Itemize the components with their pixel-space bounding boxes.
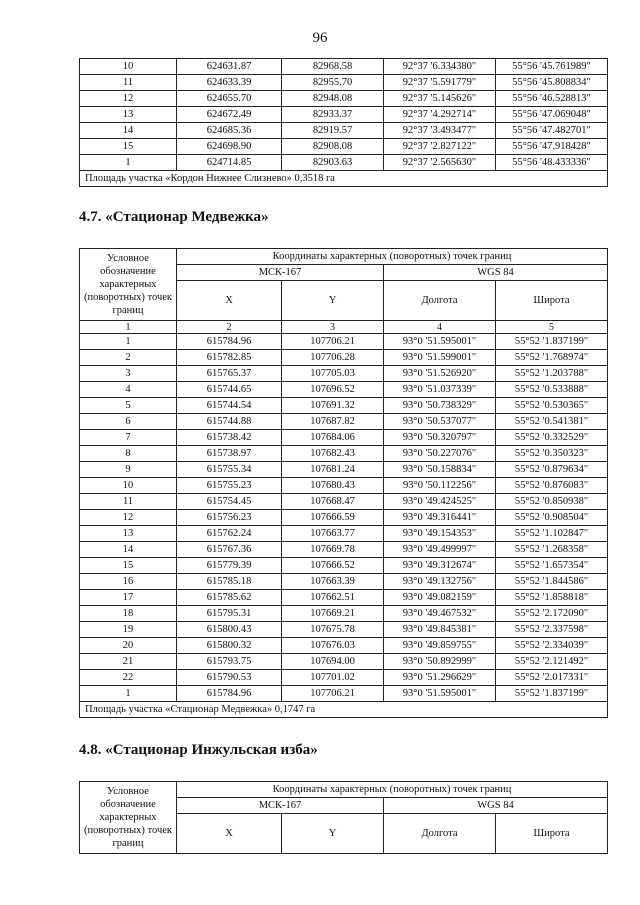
table-cell: 21 xyxy=(80,654,177,670)
table-cell: 93°0 '49.499997" xyxy=(384,542,496,558)
table-cell: 55°56 '47.482701" xyxy=(496,123,608,139)
table-cell: 615767.36 xyxy=(177,542,282,558)
header-x: X xyxy=(177,281,282,321)
table-cell: 107663.77 xyxy=(282,526,384,542)
table-cell: 93°0 '51.296629" xyxy=(384,670,496,686)
table-cell: 19 xyxy=(80,622,177,638)
table-row xyxy=(80,350,608,366)
table-cell: 55°52 '2.121492" xyxy=(496,654,608,670)
table-cell: 82955.70 xyxy=(282,75,384,91)
table-cell: 1 xyxy=(80,334,177,350)
table-cell: 2 xyxy=(80,350,177,366)
table-row xyxy=(80,526,608,542)
table-cell: 55°52 '0.530365" xyxy=(496,398,608,414)
table-cell: 624655.70 xyxy=(177,91,282,107)
table-cell: 615785.62 xyxy=(177,590,282,606)
table-cell: 55°56 '47.069048" xyxy=(496,107,608,123)
table-cell: 93°0 '51.599001" xyxy=(384,350,496,366)
table-cell: 3 xyxy=(80,366,177,382)
table-cell: 107691.32 xyxy=(282,398,384,414)
table-cell: 55°56 '47.918428" xyxy=(496,139,608,155)
table-cell: 55°52 '1.844586" xyxy=(496,574,608,590)
table-cell: 5 xyxy=(80,398,177,414)
table-cell: 93°0 '50.320797" xyxy=(384,430,496,446)
table-cell: 107680.43 xyxy=(282,478,384,494)
table-cell: 82933.37 xyxy=(282,107,384,123)
table-cell: 93°0 '49.132756" xyxy=(384,574,496,590)
table-cell: 55°52 '1.203788" xyxy=(496,366,608,382)
table-cell: 107701.02 xyxy=(282,670,384,686)
table-cell: 55°52 '0.332529" xyxy=(496,430,608,446)
table-cell: 22 xyxy=(80,670,177,686)
section-title: 4.7. «Стационар Медвежка» xyxy=(79,209,269,225)
table-cell: 55°52 '1.768974" xyxy=(496,350,608,366)
table-cell: 7 xyxy=(80,430,177,446)
table-cell: 14 xyxy=(80,123,177,139)
area-note: Площадь участка «Стационар Медвежка» 0,1747 га xyxy=(80,702,608,718)
table-cell: 93°0 '49.467532" xyxy=(384,606,496,622)
header-point-symbol: Условное обозначение характерных (поворотных) точек границ xyxy=(80,249,177,321)
table-row xyxy=(80,59,608,75)
table-cell: 55°56 '45.761989" xyxy=(496,59,608,75)
table-cell: 107694.00 xyxy=(282,654,384,670)
table-row xyxy=(80,606,608,622)
coordinates-table-kordon xyxy=(79,58,608,187)
header-latitude: Широта xyxy=(496,281,608,321)
table-cell: 55°52 '1.837199" xyxy=(496,686,608,702)
table-row xyxy=(80,462,608,478)
table-cell: 93°0 '50.537077" xyxy=(384,414,496,430)
table-cell: 107666.59 xyxy=(282,510,384,526)
table-cell: 92°37 '4.292714" xyxy=(384,107,496,123)
table-row xyxy=(80,334,608,350)
header-latitude: Широта xyxy=(496,814,608,854)
table-cell: 93°0 '51.595001" xyxy=(384,686,496,702)
header-coordinates: Координаты характерных (поворотных) точек границ xyxy=(177,249,608,265)
table-cell: 15 xyxy=(80,558,177,574)
table-row xyxy=(80,494,608,510)
table-cell: 615785.18 xyxy=(177,574,282,590)
table-cell: 17 xyxy=(80,590,177,606)
table-cell: 615738.42 xyxy=(177,430,282,446)
table-row xyxy=(80,139,608,155)
table-cell: 93°0 '49.424525" xyxy=(384,494,496,510)
table-cell: 107682.43 xyxy=(282,446,384,462)
header-wgs: WGS 84 xyxy=(384,265,608,281)
table-cell: 624672.49 xyxy=(177,107,282,123)
table-cell: 93°0 '50.227076" xyxy=(384,446,496,462)
table-cell: 615744.88 xyxy=(177,414,282,430)
table-cell: 107675.78 xyxy=(282,622,384,638)
table-row xyxy=(80,654,608,670)
table-cell: 55°52 '1.268358" xyxy=(496,542,608,558)
header-y: Y xyxy=(282,814,384,854)
table-cell: 11 xyxy=(80,75,177,91)
table-cell: 93°0 '49.316441" xyxy=(384,510,496,526)
table-cell: 615762.24 xyxy=(177,526,282,542)
table-cell: 615795.31 xyxy=(177,606,282,622)
table-row xyxy=(80,670,608,686)
table-cell: 55°52 '0.541381" xyxy=(496,414,608,430)
table-cell: 55°52 '1.858818" xyxy=(496,590,608,606)
table-cell: 615784.96 xyxy=(177,686,282,702)
table-cell: 82908.08 xyxy=(282,139,384,155)
table-cell: 93°0 '49.859755" xyxy=(384,638,496,654)
table-row xyxy=(80,414,608,430)
table-cell: 615784.96 xyxy=(177,334,282,350)
table-cell: 9 xyxy=(80,462,177,478)
table-row xyxy=(80,558,608,574)
table-row xyxy=(80,155,608,171)
table-cell: 107669.21 xyxy=(282,606,384,622)
header-x: X xyxy=(177,814,282,854)
header-msk: МСК-167 xyxy=(177,265,384,281)
table-cell: 615765.37 xyxy=(177,366,282,382)
table-cell: 20 xyxy=(80,638,177,654)
table-cell: 615800.32 xyxy=(177,638,282,654)
header-longitude: Долгота xyxy=(384,814,496,854)
table-cell: 93°0 '49.082159" xyxy=(384,590,496,606)
table-row xyxy=(80,446,608,462)
table-cell: 107705.03 xyxy=(282,366,384,382)
table-cell: 13 xyxy=(80,526,177,542)
table-cell: 615738.97 xyxy=(177,446,282,462)
table-cell: 107681.24 xyxy=(282,462,384,478)
table-cell: 10 xyxy=(80,59,177,75)
column-index: 3 xyxy=(282,321,384,334)
table-cell: 93°0 '51.595001" xyxy=(384,334,496,350)
header-point-symbol: Условное обозначение характерных (поворотных) точек границ xyxy=(80,782,177,854)
coordinates-table-medvezhka xyxy=(79,248,608,718)
header-coordinates: Координаты характерных (поворотных) точек границ xyxy=(177,782,608,798)
table-cell: 55°52 '2.334039" xyxy=(496,638,608,654)
table-cell: 615756.23 xyxy=(177,510,282,526)
table-cell: 615754.45 xyxy=(177,494,282,510)
header-longitude: Долгота xyxy=(384,281,496,321)
table-row xyxy=(80,574,608,590)
column-index: 4 xyxy=(384,321,496,334)
table-cell: 10 xyxy=(80,478,177,494)
table-cell: 615744.65 xyxy=(177,382,282,398)
table-cell: 107676.03 xyxy=(282,638,384,654)
table-row xyxy=(80,430,608,446)
table-cell: 107687.82 xyxy=(282,414,384,430)
table-cell: 107706.21 xyxy=(282,334,384,350)
table-cell: 93°0 '49.845381" xyxy=(384,622,496,638)
table-cell: 92°37 '6.334380" xyxy=(384,59,496,75)
table-cell: 93°0 '50.112256" xyxy=(384,478,496,494)
column-index: 1 xyxy=(80,321,177,334)
table-cell: 55°56 '45.808834" xyxy=(496,75,608,91)
table-cell: 13 xyxy=(80,107,177,123)
table-cell: 55°52 '0.908504" xyxy=(496,510,608,526)
table-cell: 82968.58 xyxy=(282,59,384,75)
table-row xyxy=(80,398,608,414)
table-cell: 55°52 '2.172090" xyxy=(496,606,608,622)
table-cell: 12 xyxy=(80,91,177,107)
header-wgs: WGS 84 xyxy=(384,798,608,814)
table-cell: 92°37 '2.827122" xyxy=(384,139,496,155)
table-row xyxy=(80,91,608,107)
table-row xyxy=(80,510,608,526)
table-cell: 55°52 '2.337598" xyxy=(496,622,608,638)
table-row xyxy=(80,622,608,638)
table-cell: 14 xyxy=(80,542,177,558)
table-cell: 615744.54 xyxy=(177,398,282,414)
table-cell: 55°52 '0.876083" xyxy=(496,478,608,494)
table-cell: 55°52 '1.102847" xyxy=(496,526,608,542)
table-cell: 615779.39 xyxy=(177,558,282,574)
table-row xyxy=(80,107,608,123)
table-cell: 107684.06 xyxy=(282,430,384,446)
table-cell: 55°56 '48.433336" xyxy=(496,155,608,171)
table-cell: 55°52 '2.017331" xyxy=(496,670,608,686)
table-row xyxy=(80,366,608,382)
table-cell: 615800.43 xyxy=(177,622,282,638)
table-cell: 11 xyxy=(80,494,177,510)
table-cell: 624698.90 xyxy=(177,139,282,155)
table-cell: 8 xyxy=(80,446,177,462)
table-row xyxy=(80,638,608,654)
table-row xyxy=(80,478,608,494)
table-cell: 93°0 '49.154353" xyxy=(384,526,496,542)
table-cell: 55°52 '1.657354" xyxy=(496,558,608,574)
table-cell: 55°56 '46.528813" xyxy=(496,91,608,107)
column-index: 2 xyxy=(177,321,282,334)
page-number: 96 xyxy=(312,30,328,46)
table-cell: 93°0 '51.037339" xyxy=(384,382,496,398)
table-cell: 615755.23 xyxy=(177,478,282,494)
table-cell: 82948.08 xyxy=(282,91,384,107)
table-cell: 107666.52 xyxy=(282,558,384,574)
table-cell: 615793.75 xyxy=(177,654,282,670)
table-cell: 624631.87 xyxy=(177,59,282,75)
table-cell: 615782.85 xyxy=(177,350,282,366)
table-row xyxy=(80,686,608,702)
table-cell: 92°37 '5.145626" xyxy=(384,91,496,107)
table-row xyxy=(80,382,608,398)
table-cell: 18 xyxy=(80,606,177,622)
table-cell: 55°52 '1.837199" xyxy=(496,334,608,350)
table-cell: 107669.78 xyxy=(282,542,384,558)
table-cell: 107662.51 xyxy=(282,590,384,606)
table-cell: 82919.57 xyxy=(282,123,384,139)
table-cell: 12 xyxy=(80,510,177,526)
header-y: Y xyxy=(282,281,384,321)
table-cell: 624633.39 xyxy=(177,75,282,91)
table-row xyxy=(80,542,608,558)
table-cell: 16 xyxy=(80,574,177,590)
table-cell: 6 xyxy=(80,414,177,430)
table-row xyxy=(80,590,608,606)
table-cell: 107696.52 xyxy=(282,382,384,398)
table-cell: 107663.39 xyxy=(282,574,384,590)
table-cell: 55°52 '0.350323" xyxy=(496,446,608,462)
table-cell: 93°0 '50.158834" xyxy=(384,462,496,478)
table-cell: 55°52 '0.879634" xyxy=(496,462,608,478)
table-row xyxy=(80,123,608,139)
table-cell: 15 xyxy=(80,139,177,155)
table-cell: 92°37 '2.565630" xyxy=(384,155,496,171)
table-cell: 615790.53 xyxy=(177,670,282,686)
section-title: 4.8. «Стационар Инжульская изба» xyxy=(79,742,318,758)
table-cell: 82903.63 xyxy=(282,155,384,171)
table-cell: 1 xyxy=(80,155,177,171)
area-note: Площадь участка «Кордон Нижнее Слизнево» 0,3518 га xyxy=(80,171,608,187)
column-index: 5 xyxy=(496,321,608,334)
table-cell: 107706.21 xyxy=(282,686,384,702)
table-cell: 55°52 '0.533888" xyxy=(496,382,608,398)
table-row xyxy=(80,75,608,91)
header-msk: МСК-167 xyxy=(177,798,384,814)
table-cell: 55°52 '0.850938" xyxy=(496,494,608,510)
table-cell: 107668.47 xyxy=(282,494,384,510)
table-cell: 92°37 '3.493477" xyxy=(384,123,496,139)
table-cell: 93°0 '51.526920" xyxy=(384,366,496,382)
table-cell: 624685.36 xyxy=(177,123,282,139)
table-cell: 93°0 '50.738329" xyxy=(384,398,496,414)
table-cell: 624714.85 xyxy=(177,155,282,171)
table-cell: 107706.28 xyxy=(282,350,384,366)
table-cell: 93°0 '50.892999" xyxy=(384,654,496,670)
table-cell: 615755.34 xyxy=(177,462,282,478)
coordinates-table-inzhulskaya xyxy=(79,781,608,854)
table-cell: 92°37 '5.591779" xyxy=(384,75,496,91)
table-cell: 1 xyxy=(80,686,177,702)
table-cell: 93°0 '49.312674" xyxy=(384,558,496,574)
table-cell: 4 xyxy=(80,382,177,398)
